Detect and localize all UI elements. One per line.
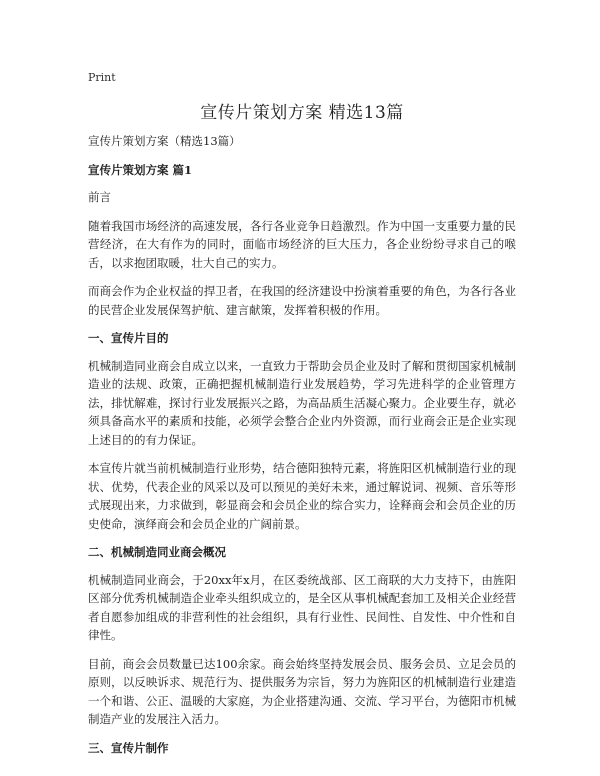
heading-purpose: 一、宣传片目的 xyxy=(88,331,169,345)
paragraph: 而商会作为企业权益的捍卫者，在我国的经济建设中扮演着重要的角色，为各行各业的民营企业发展保驾护航、建言献策，发挥着积极的作用。 xyxy=(88,284,516,317)
page-title: 宣传片策划方案 精选13篇 xyxy=(200,103,404,123)
document-subtitle: 宣传片策划方案（精选13篇） xyxy=(88,134,241,148)
paragraph: 随着我国市场经济的高速发展，各行各业竞争日趋激烈。作为中国一支重要力量的民营经济，在大有作为的同时，面临市场经济的巨大压力，各企业纷纷寻求自己的喉舌，以求抱团取暖，壮大自己的实力。 xyxy=(88,218,516,270)
section-title: 宣传片策划方案 篇1 xyxy=(88,162,193,177)
paragraph: 机械制造同业商会，于20xx年x月，在区委统战部、区工商联的大力支持下，由旌阳区部分优秀机械制造企业牵头组织成立的，是全区从事机械配套加工及相关企业经营者自愿参加组成的非营利性的社会组织，具有行业性、民间性、自发性、中介性和自律性。 xyxy=(88,572,516,642)
heading-production: 三、宣传片制作 xyxy=(88,740,169,755)
paragraph: 机械制造同业商会自成立以来，一直致力于帮助会员企业及时了解和贯彻国家机械制造业的法规、政策，正确把握机械制造行业发展趋势，学习先进科学的企业管理方法，排忧解难，探讨行业发展振兴之路，为高品质生活凝心聚力。企业要生存，就必须具备高水平的素质和技能，必须学会整合企业内外资源，而行业商会正是企业实现上述目的的有力保证。 xyxy=(88,358,516,447)
preface-heading: 前言 xyxy=(88,190,111,204)
document-body xyxy=(88,132,516,766)
print-link[interactable]: Print xyxy=(88,71,116,84)
paragraph: 本宣传片就当前机械制造行业形势，结合德阳独特元素，将旌阳区机械制造行业的现状、优势，代表企业的风采以及可以预见的美好未来，通过解说词、视频、音乐等形式展现出来，力求做到，彰显商会和会员企业的综合实力，诠释商会和会员企业的历史使命，演绎商会和会员企业的广阔前景。 xyxy=(88,461,516,531)
heading-overview: 二、机械制造同业商会概况 xyxy=(88,545,226,559)
paragraph: 目前，商会会员数量已达100余家。商会始终坚持发展会员、服务会员、立足会员的原则，以反映诉求、规范行为、提供服务为宗旨，努力为旌阳区的机械制造行业建造一个和谐、公正、温暖的大家庭，为企业搭建沟通、交流、学习平台，为德阳市机械制造产业的发展注入活力。 xyxy=(88,656,516,726)
